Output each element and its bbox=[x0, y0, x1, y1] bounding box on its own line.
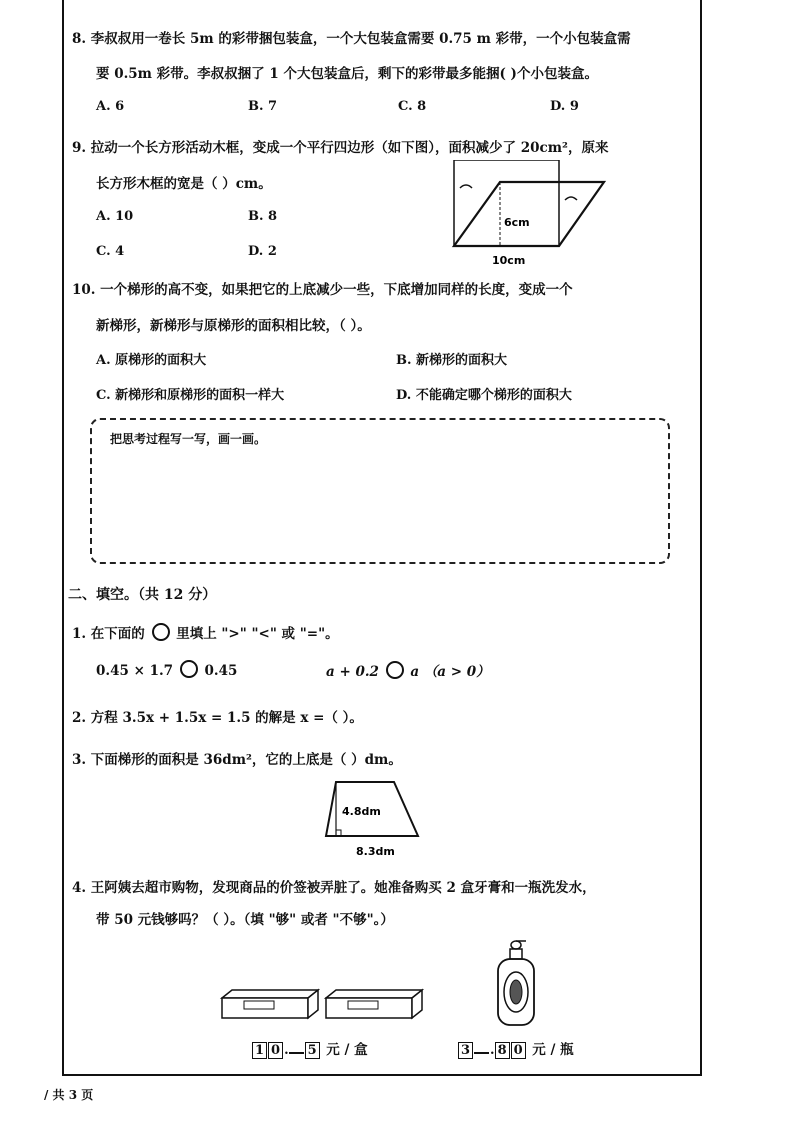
s2-q3: 3. 下面梯形的面积是 36dm²，它的上底是（ ）dm。 bbox=[72, 752, 402, 768]
q9-line2: 长方形木框的宽是（ ）cm。 bbox=[96, 176, 272, 192]
toothpaste-price-tag bbox=[252, 1038, 368, 1059]
q8-line2: 要 0.5m 彩带。李叔叔捆了 1 个大包装盒后，剩下的彩带最多能捆( )个小包装盒。 bbox=[96, 66, 598, 82]
original-rectangle bbox=[454, 160, 559, 246]
s2-q1-prompt-a: 1. 在下面的 bbox=[72, 626, 145, 642]
trapezoid-base-label: 8.3dm bbox=[356, 845, 395, 858]
q8-option-d: D. 9 bbox=[550, 99, 579, 114]
q9-option-b: B. 8 bbox=[248, 209, 278, 224]
q10-option-d: D. 不能确定哪个梯形的面积大 bbox=[396, 388, 572, 403]
arrow-right bbox=[565, 197, 577, 200]
expr2-condition: （a > 0） bbox=[423, 664, 490, 680]
q8-option-a: A. 6 bbox=[96, 99, 125, 114]
expr2-answer-circle[interactable] bbox=[386, 661, 404, 679]
arrow-left bbox=[460, 185, 472, 188]
q8-line1: 8. 李叔叔用一卷长 5m 的彩带捆包装盒，一个大包装盒需要 0.75 m 彩带，一个小包装盒需 bbox=[72, 31, 631, 47]
expr1-right: 0.45 bbox=[204, 663, 238, 679]
toothpaste-box-1 bbox=[222, 990, 318, 1018]
expr1-left: 0.45 × 1.7 bbox=[96, 663, 174, 679]
s2-q1-prompt-b: 里填上 ">" "<" 或 "="。 bbox=[176, 626, 339, 642]
toothpaste-box-2 bbox=[326, 990, 422, 1018]
q9-option-d: D. 2 bbox=[248, 244, 277, 259]
q10-option-b: B. 新梯形的面积大 bbox=[396, 353, 508, 368]
price2-digit-4: 0 bbox=[511, 1042, 526, 1059]
q10-option-c: C. 新梯形和原梯形的面积一样大 bbox=[96, 388, 285, 403]
q8-option-b: B. 7 bbox=[248, 99, 278, 114]
trapezoid-height-label: 4.8dm bbox=[342, 805, 381, 818]
height-label: 6cm bbox=[504, 216, 530, 229]
s2-q1-expr1 bbox=[96, 660, 237, 679]
parallelogram-figure bbox=[448, 160, 613, 270]
price2-digit-3: 8 bbox=[495, 1042, 510, 1059]
s2-q4-line2: 带 50 元钱够吗？（ ）。（填 "够" 或者 "不够"。） bbox=[96, 912, 394, 928]
section2-title: 二、填空。（共 12 分） bbox=[68, 587, 217, 603]
q9-option-c: C. 4 bbox=[96, 244, 125, 259]
q8-option-c: C. 8 bbox=[398, 99, 427, 114]
price2-unit: 元 / 瓶 bbox=[532, 1042, 574, 1058]
price1-dot: . bbox=[284, 1043, 289, 1058]
trapezoid-figure bbox=[322, 778, 432, 860]
s2-q4-line1: 4. 王阿姨去超市购物，发现商品的价签被弄脏了。她准备购买 2 盒牙膏和一瓶洗发水， bbox=[72, 880, 596, 896]
q9-option-a: A. 10 bbox=[96, 209, 134, 224]
shampoo-bottle-image bbox=[494, 938, 544, 1030]
q10-option-a: A. 原梯形的面积大 bbox=[96, 353, 207, 368]
s2-q1-expr2 bbox=[326, 660, 490, 680]
think-box-prompt: 把思考过程写一写，画一画。 bbox=[110, 432, 267, 446]
expr1-answer-circle[interactable] bbox=[180, 660, 198, 678]
expr2-left: a + 0.2 bbox=[326, 664, 379, 680]
price1-digit-1: 1 bbox=[252, 1042, 267, 1059]
parallelogram bbox=[454, 182, 604, 246]
price1-unit: 元 / 盒 bbox=[326, 1042, 368, 1058]
q10-line2: 新梯形，新梯形与原梯形的面积相比较，（ ）。 bbox=[96, 318, 371, 334]
s2-q2: 2. 方程 3.5x + 1.5x = 1.5 的解是 x =（ ）。 bbox=[72, 710, 363, 726]
shampoo-price-tag bbox=[458, 1038, 574, 1059]
price2-dot: . bbox=[490, 1043, 495, 1058]
circle-icon bbox=[152, 623, 170, 641]
expr2-right: a bbox=[410, 664, 420, 680]
toothpaste-boxes-image bbox=[218, 988, 428, 1028]
s2-q1-prompt bbox=[72, 622, 339, 642]
price1-digit-4: 5 bbox=[305, 1042, 320, 1059]
price2-smudged-digit bbox=[474, 1052, 489, 1054]
page-footer: / 共 3 页 bbox=[44, 1088, 94, 1102]
price1-smudged-digit bbox=[289, 1052, 304, 1054]
price2-digit-1: 3 bbox=[458, 1042, 473, 1059]
price1-digit-2: 0 bbox=[268, 1042, 283, 1059]
base-label: 10cm bbox=[492, 254, 526, 267]
q9-line1: 9. 拉动一个长方形活动木框，变成一个平行四边形（如下图），面积减少了 20cm²，原来 bbox=[72, 140, 609, 156]
q10-line1: 10. 一个梯形的高不变，如果把它的上底减少一些，下底增加同样的长度，变成一个 bbox=[72, 282, 573, 298]
